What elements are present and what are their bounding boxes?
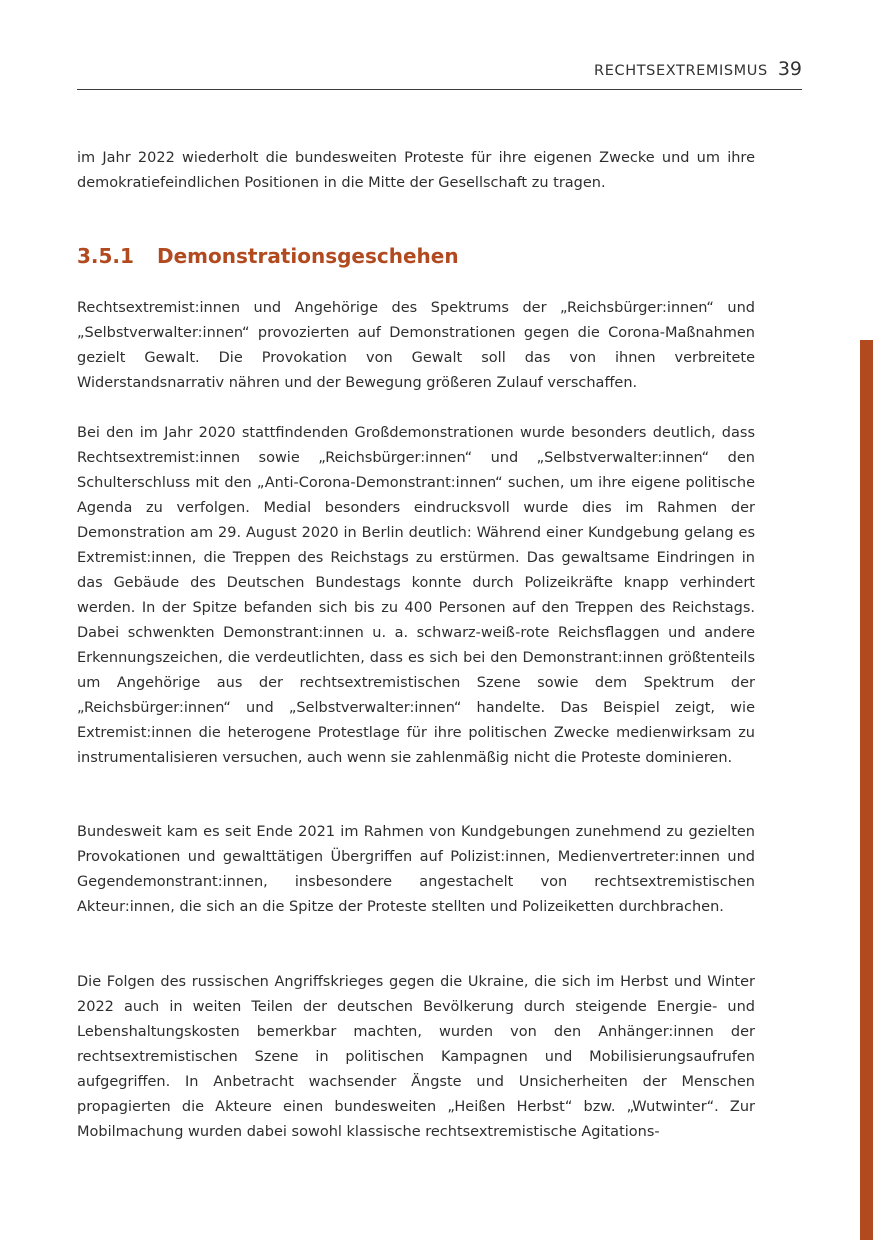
section-number: 3.5.1 [77, 244, 134, 268]
paragraph-intro: im Jahr 2022 wiederholt die bundesweiten Proteste für ihre eigenen Zwecke und um ihre demokratiefeindlichen Positionen in die Mitte der Gesellschaft zu tragen. [77, 150, 755, 191]
paragraph: Die Folgen des russischen Angriffskrieges gegen die Ukraine, die sich im Herbst und Winter 2022 auch in weiten Teilen der deutschen Bevölkerung durch steigende Energie- und Lebenshaltungskosten bemerkbar machten, wurden von den Anhänger:innen der rechtsextremistischen Szene in politischen Kampagnen und Mobilisierungsaufrufen aufgegriffen. In Anbetracht wachsender Ängste und Unsicherheiten der Menschen propagierten die Akteure einen bundesweiten „Heißen Herbst“ bzw. „Wutwinter“. Zur Mobilmachung wurden dabei sowohl klassische rechtsextremistische Agitations- [77, 974, 755, 1140]
running-header [77, 58, 802, 84]
running-title: RECHTSEXTREMISMUS [594, 63, 768, 79]
section-heading [77, 241, 459, 271]
paragraph: Rechtsextremist:innen und Angehörige des Spektrums der „Reichsbürger:innen“ und „Selbstverwalter:innen“ provozierten auf Demonstrationen gegen die Corona-Maßnahmen gezielt Gewalt. Die Provokation von Gewalt soll das von ihnen verbreitete Widerstandsnarrativ nähren und der Bewegung größeren Zulauf verschaffen. [77, 300, 755, 391]
header-rule [77, 89, 802, 90]
section-title: Demonstrationsgeschehen [157, 244, 459, 268]
chapter-accent-bar [860, 340, 873, 1240]
paragraph: Bundesweit kam es seit Ende 2021 im Rahmen von Kundgebungen zunehmend zu gezielten Provokationen und gewalttätigen Übergriffen auf Polizist:innen, Medienvertreter:innen und Gegendemonstrant:innen, insbesondere angestachelt von rechtsextremistischen Akteur:innen, die sich an die Spitze der Proteste stellten und Polizeiketten durchbrachen. [77, 824, 755, 915]
page-number: 39 [777, 58, 802, 80]
paragraph: Bei den im Jahr 2020 stattfindenden Großdemonstrationen wurde besonders deutlich, dass Rechtsextremist:innen sowie „Reichsbürger:innen“ und „Selbstverwalter:innen“ den Schulterschluss mit den „Anti-Corona-Demonstrant:innen“ suchen, um ihre eigene politische Agenda zu verfolgen. Medial besonders eindrucksvoll wurde dies im Rahmen der Demonstration am 29. August 2020 in Berlin deutlich: Während einer Kundgebung gelang es Extremist:innen, die Treppen des Reichstags zu erstürmen. Das gewaltsame Eindringen in das Gebäude des Deutschen Bundestags konnte durch Polizeikräfte knapp verhindert werden. In der Spitze befanden sich bis zu 400 Personen auf den Treppen des Reichstags. Dabei schwenkten Demonstrant:innen u. a. schwarz-weiß-rote Reichsflaggen und andere Erkennungszeichen, die verdeutlichten, dass es sich bei den Demonstrant:innen größtenteils um Angehörige aus der rechtsextremistischen Szene sowie dem Spektrum der „Reichsbürger:innen“ und „Selbstverwalter:innen“ handelte. Das Beispiel zeigt, wie Extremist:innen die heterogene Protestlage für ihre politischen Zwecke medienwirksam zu instrumentalisieren versuchen, auch wenn sie zahlenmäßig nicht die Proteste dominieren. [77, 425, 755, 766]
